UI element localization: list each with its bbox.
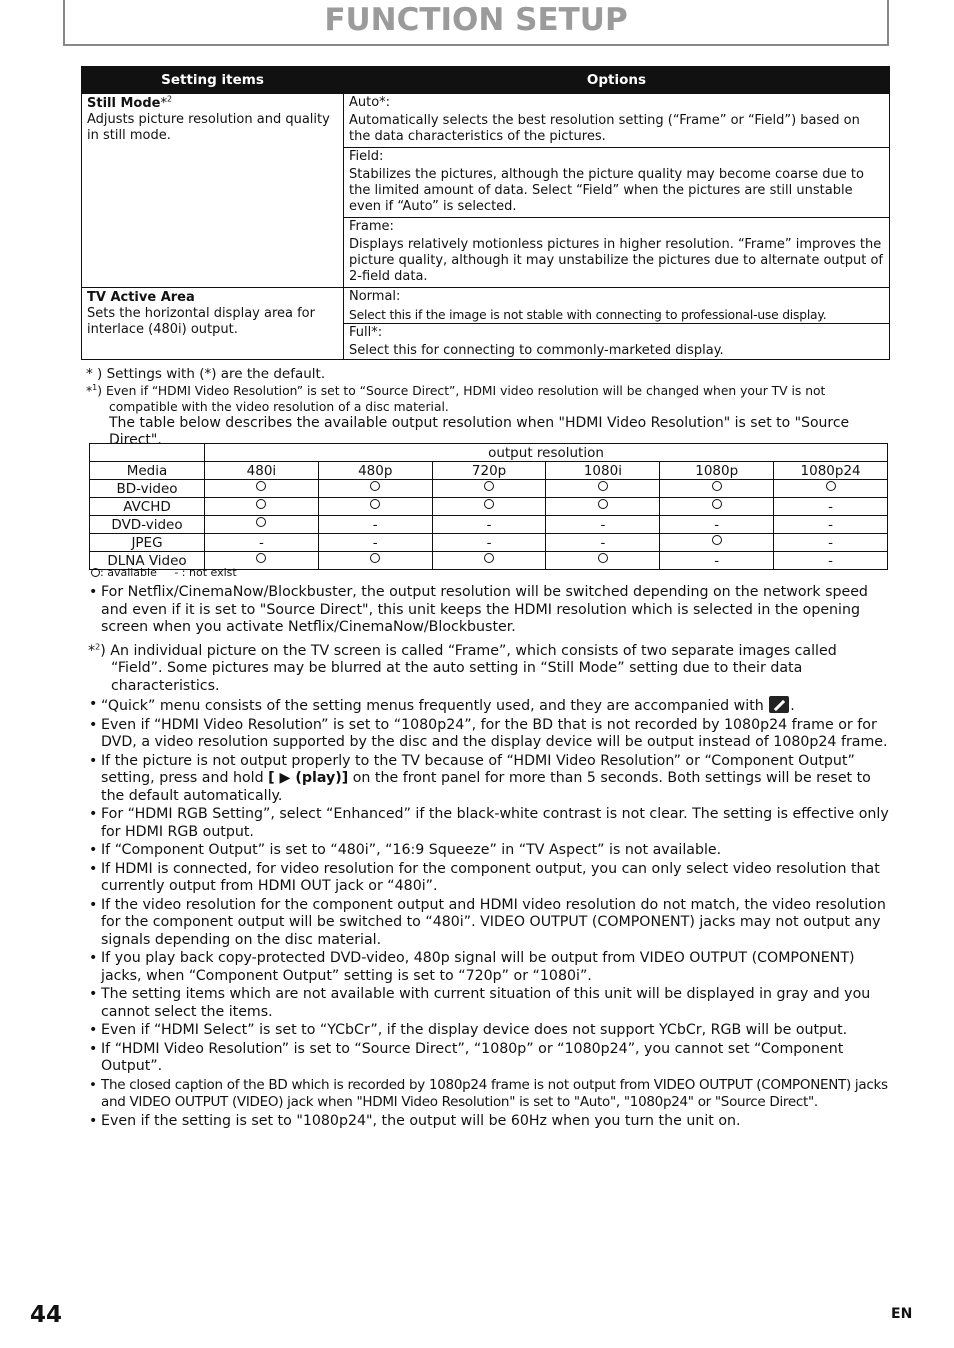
available-icon [370,499,380,509]
table-row [90,534,888,552]
available-icon [598,481,608,491]
not-exist-cell: - [774,552,888,570]
media-cell: BD-video [90,480,205,498]
not-exist-cell: - [318,534,432,552]
quick-text: “Quick” menu consists of the setting menus frequently used, and they are accompanied with [101,698,764,714]
table-row [82,288,890,324]
list-item: • If you play back copy-protected DVD-video, 480p signal will be output from VIDEO OUTPUT (COMPONENT) jacks, when “Component Output” setting is set to “720p” or “1080i”. [88,950,890,985]
option-desc: Displays relatively motionless pictures in higher resolution. “Frame” improves the picture quality, although it may unstabilize the pictures due to alternate output of 2-field data. [349,237,884,284]
media-cell: JPEG [90,534,205,552]
option-field [344,148,890,218]
option-desc: Stabilizes the pictures, although the picture quality may become coarse due to the limited amount of data. Select “Field” when the pictures are still unstable even if “Auto” is selected. [349,167,864,214]
footnote-2 [88,643,890,696]
not-exist-cell: - [318,516,432,534]
option-frame [344,218,890,288]
bullet-list [88,584,890,1131]
available-icon [598,553,608,563]
col-options: Options [344,67,890,94]
available-icon [256,553,266,563]
col-setting-items: Setting items [82,67,344,94]
list-item: • If the video resolution for the component output and HDMI video resolution do not match, the video resolution for the component output will be switched to “480i”. VIDEO OUTPUT (COMPONENT) jacks may not output any signals depending on the disc material. [88,897,890,950]
media-cell: DVD-video [90,516,205,534]
table-row [90,498,888,516]
footnote-mark: * [86,384,93,398]
media-cell: AVCHD [90,498,205,516]
available-cell [546,480,660,498]
available-cell [660,498,774,516]
option-label: Normal: [349,289,401,304]
list-item: • Even if the setting is set to "1080p24", the output will be 60Hz when you turn the unit on. [88,1113,890,1131]
list-item [88,696,890,716]
footnote-2-text: ) An individual picture on the TV screen is called “Frame”, which consists of two separate images called “Field”. Some pictures may be blurred at the auto setting in “Still Mode” setting due to their data characteristics. [100,642,837,694]
resolution-table [89,443,888,570]
available-icon [484,553,494,563]
available-cell [205,498,319,516]
list-item: • Even if “HDMI Select” is set to “YCbCr”, if the display device does not support YCbCr, RGB will be output. [88,1022,890,1040]
page-title: FUNCTION SETUP [324,2,628,38]
option-desc: Select this if the image is not stable with connecting to professional-use display. [349,308,827,322]
option-label: Field: [349,149,384,164]
option-label: Auto*: [349,95,391,110]
not-exist-cell: - [432,516,546,534]
quick-text-end: . [790,698,795,714]
play-text: If the picture is not output properly to the TV because of “HDMI Video Resolution” or “Component Output” setting, press and hold [101,752,855,786]
default-note: * ) Settings with (*) are the default. [86,366,326,382]
wrench-icon [769,696,789,713]
option-label: Frame: [349,219,394,234]
list-item: • If “Component Output” is set to “480i”, “16:9 Squeeze” in “TV Aspect” is not available. [88,842,890,860]
language-label: EN [891,1306,913,1322]
available-cell [205,516,319,534]
available-icon [370,481,380,491]
page-number: 44 [30,1302,63,1328]
not-exist-cell: - [660,552,774,570]
footnote-ref: 1 [92,382,98,392]
header-box [63,0,889,46]
list-item: • If HDMI is connected, for video resolution for the component output, you can only select video resolution that currently output from HDMI OUT jack or “480i”. [88,861,890,896]
available-icon [826,481,836,491]
available-icon [712,499,722,509]
media-header: Media [90,462,205,480]
not-exist-cell: - [774,516,888,534]
footnote-mark: * [160,96,167,111]
table-intro: The table below describes the available output resolution when "HDMI Video Resolution" is set to "Source Direct". [109,415,850,448]
resolution-column-header: 1080p [660,462,774,480]
table-row [90,480,888,498]
still-mode-desc: Adjusts picture resolution and quality in still mode. [87,112,330,143]
not-exist-cell: - [205,534,319,552]
available-icon [256,481,266,491]
available-cell [318,552,432,570]
tv-active-area-desc: Sets the horizontal display area for interlace (480i) output. [87,306,315,337]
not-exist-cell: - [546,534,660,552]
resolution-column-header: 720p [432,462,546,480]
footnote-1-text: ) Even if “HDMI Video Resolution” is set to “Source Direct”, HDMI video resolution will be changed when your TV is not compatible with the video resolution of a disc material. [97,384,826,414]
list-item: • For Netflix/CinemaNow/Blockbuster, the output resolution will be switched depending on the network speed and even if it is set to "Source Direct", this unit keeps the HDMI resolution which is selected in the opening screen when you activate Netflix/CinemaNow/Blockbuster. [88,584,890,637]
resolution-group-header [90,444,888,462]
tv-active-area-cell [82,288,344,360]
footnote-ref: 2 [166,94,173,104]
resolution-column-headers [90,462,888,480]
not-exist-cell: - [774,498,888,516]
available-icon [712,481,722,491]
table-row [90,516,888,534]
tv-active-area-title: TV Active Area [87,290,195,305]
resolution-column-header: 480p [318,462,432,480]
footnote-ref: 2 [95,641,101,651]
option-auto [344,94,890,148]
available-icon [484,481,494,491]
list-item: • If “HDMI Video Resolution” is set to “Source Direct”, “1080p” or “1080p24”, you cannot set “Component Output”. [88,1041,890,1076]
resolution-column-header: 480i [205,462,319,480]
bullet-group [88,806,890,1076]
footnote-mark: * [88,642,96,659]
not-exist-cell: - [546,516,660,534]
option-desc: Select this for connecting to commonly-marketed display. [349,343,724,358]
play-key: [ ▶ (play)] [268,770,349,786]
available-icon [256,499,266,509]
output-resolution-header: output resolution [205,444,888,462]
list-item: • Even if “HDMI Video Resolution” is set to “1080p24”, for the BD that is not recorded by 1080p24 frame or for DVD, a video resolution supported by the disc and the display device will be output instead of 1080p24 frame. [88,717,890,752]
available-cell [660,534,774,552]
available-icon [598,499,608,509]
list-item: • For “HDMI RGB Setting”, select “Enhanced” if the black-white contrast is not clear. The setting is effective only for HDMI RGB output. [88,806,890,841]
available-icon [91,568,100,577]
available-cell [546,552,660,570]
resolution-column-header: 1080p24 [774,462,888,480]
media-cell: DLNA Video [90,552,205,570]
list-item: • The setting items which are not available with current situation of this unit will be displayed in gray and you cannot select the items. [88,986,890,1021]
available-cell [432,552,546,570]
available-cell [660,480,774,498]
play-text-end: on the front panel for more than 5 seconds. Both settings will be reset to the default automatically. [101,770,871,804]
not-exist-cell: - [774,534,888,552]
empty-cell [90,444,205,462]
available-icon [484,499,494,509]
not-exist-cell: - [432,534,546,552]
option-label: Full*: [349,325,383,340]
available-cell [318,480,432,498]
option-normal [344,288,890,324]
available-cell [774,480,888,498]
setup-table-header [82,67,890,94]
available-icon [370,553,380,563]
table-row [82,94,890,148]
available-cell [432,498,546,516]
available-cell [546,498,660,516]
footnote-1 [86,383,886,415]
still-mode-title: Still Mode [87,96,161,111]
available-cell [205,480,319,498]
legend-available: : available [100,566,157,579]
resolution-column-header: 1080i [546,462,660,480]
setup-table [81,66,890,360]
legend-not-exist: - : not exist [174,566,237,579]
option-full [344,324,890,360]
still-mode-cell [82,94,344,288]
legend [91,566,237,579]
not-exist-cell: - [660,516,774,534]
available-cell [432,480,546,498]
available-icon [712,535,722,545]
list-item: • The closed caption of the BD which is recorded by 1080p24 frame is not output from VIDEO OUTPUT (COMPONENT) jacks and VIDEO OUTPUT (VIDEO) jack when "HDMI Video Resolution" is set to "Auto", "1080p24" or "Source Direct". [88,1077,890,1112]
available-icon [256,517,266,527]
notes [86,366,886,449]
available-cell [318,498,432,516]
option-desc: Automatically selects the best resolution setting (“Frame” or “Field”) based on the data characteristics of the pictures. [349,113,860,144]
list-item [88,753,890,806]
